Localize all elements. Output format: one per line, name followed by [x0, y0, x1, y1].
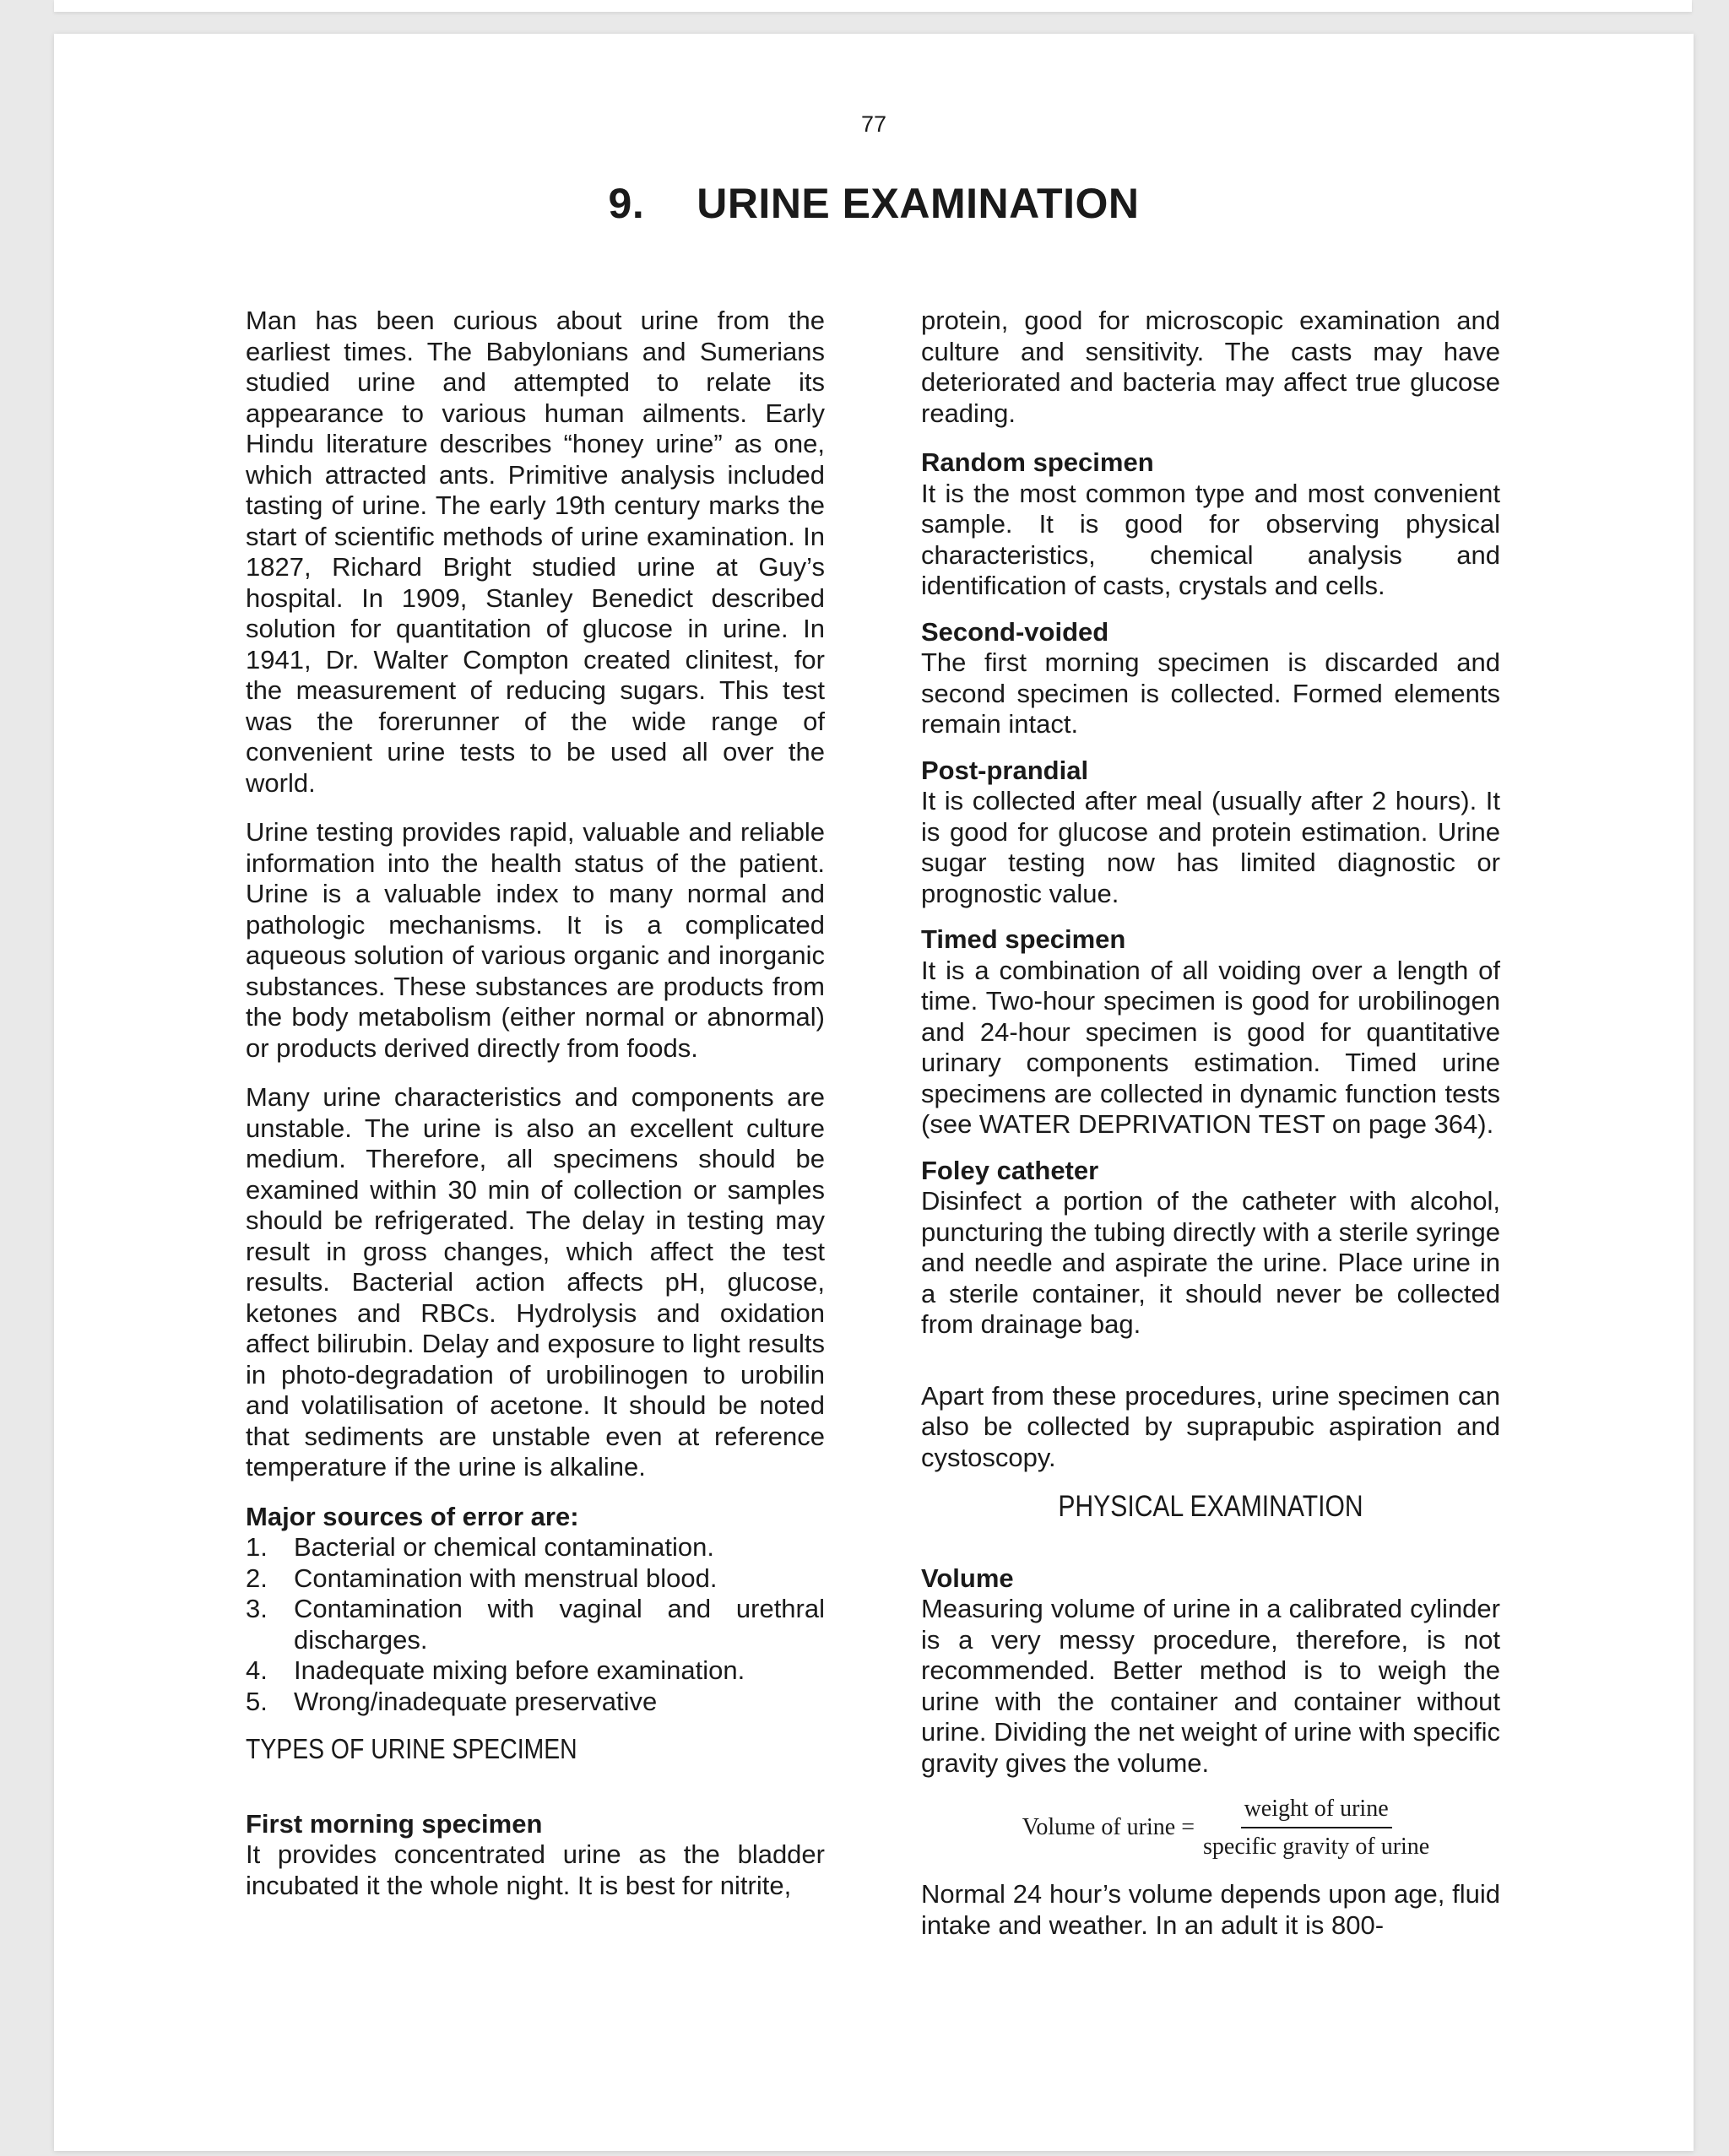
unstable-components-paragraph: Many urine characteristics and components are unstable. The urine is also an excellent culture medium. Therefore, all specimens should be examined within 30 min of collection or samples should be refrigerated. The delay in testing may result in gross changes, which affect the test results. Bacterial action affects pH, glucose, ketones and RBCs. Hydrolysis and oxidation affect bilirubin. Delay and exposure to light results in photo-degradation of urobilinogen to urobilin and volatilisation of acetone. It should be noted that sediments are unstable even at reference temperature if the urine is alkaline.: [246, 1082, 825, 1482]
first-morning-continued: protein, good for microscopic examination and culture and sensitivity. The casts may have deteriorated and bacteria may affect true glucose reading.: [921, 306, 1500, 428]
apart-paragraph: Apart from these procedures, urine specimen can also be collected by suprapubic aspiration and cystoscopy.: [921, 1380, 1500, 1472]
second-voided-block: [921, 617, 1500, 740]
list-item: 1. Bacterial or chemical contamination.: [246, 1532, 714, 1562]
left-column: [246, 306, 825, 1916]
formula-denominator: specific gravity of urine: [1203, 1833, 1430, 1860]
foley-heading: Foley catheter: [921, 1155, 1099, 1185]
errors-list: [246, 1532, 825, 1717]
post-prandial-heading: Post-prandial: [921, 755, 1089, 785]
timed-block: [921, 924, 1500, 1140]
page-number: 77: [860, 111, 887, 137]
formula-numerator: weight of urine: [1241, 1794, 1392, 1828]
list-item: 5. Wrong/inadequate preservative: [246, 1686, 658, 1716]
timed-heading: Timed specimen: [921, 924, 1126, 954]
chapter-title: [54, 179, 1694, 228]
volume-formula: [921, 1794, 1500, 1862]
first-morning-heading: First morning specimen: [246, 1808, 543, 1839]
volume-block: [921, 1563, 1500, 1780]
formula-fraction: [1200, 1794, 1433, 1862]
chapter-number: 9.: [608, 180, 645, 227]
list-item: 2. Contamination with menstrual blood.: [246, 1563, 718, 1593]
physical-section-heading: PHYSICAL EXAMINATION: [1058, 1490, 1363, 1523]
normal-volume-text: Normal 24 hour’s volume depends upon age, fluid intake and weather. In an adult it is 800-: [921, 1879, 1500, 1940]
chapter-title-text: URINE EXAMINATION: [696, 180, 1140, 227]
second-voided-text: The first morning specimen is discarded and second specimen is collected. Formed elements remain intact.: [921, 647, 1500, 739]
formula-lhs: Volume of urine =: [1022, 1814, 1195, 1841]
random-text: It is the most common type and most convenient sample. It is good for observing physical characteristics, chemical analysis and identification of casts, crystals and cells.: [921, 478, 1500, 600]
document-page: [54, 34, 1694, 2151]
urine-testing-paragraph: Urine testing provides rapid, valuable and reliable information into the health status of the patient. Urine is a valuable index to many normal and pathologic mechanisms. It is a complicated aqueous solution of various organic and inorganic substances. These substances are products from the body metabolism (either normal or abnormal) or products derived directly from foods.: [246, 817, 825, 1063]
post-prandial-text: It is collected after meal (usually after 2 hours). It is good for glucose and protein estimation. Urine sugar testing now has limited diagnostic or prognostic value.: [921, 786, 1500, 908]
second-voided-heading: Second-voided: [921, 616, 1109, 647]
volume-text: Measuring volume of urine in a calibrated cylinder is a very messy procedure, therefore, is not recommended. Better method is to weigh the urine with the container and container without urine. Dividing the net weight of urine with specific gravity gives the volume.: [921, 1594, 1500, 1778]
list-item: 4. Inadequate mixing before examination.: [246, 1655, 745, 1685]
random-block: [921, 447, 1500, 602]
types-section-heading: TYPES OF URINE SPECIMEN: [246, 1733, 577, 1764]
right-column: [921, 306, 1500, 1959]
intro-paragraph: Man has been curious about urine from the earliest times. The Babylonians and Sumerians studied urine and attempted to relate its appearance to various human ailments. Early Hindu literature describes “honey urine” as one, which attracted ants. Primitive analysis included tasting of urine. The early 19th century marks the start of scientific methods of urine examination. In 1827, Richard Bright studied urine at Guy’s hospital. In 1909, Stanley Benedict described solution for quantitation of glucose in urine. In 1941, Dr. Walter Compton created clinitest, for the measurement of reducing sugars. This test was the forerunner of the wide range of convenient urine tests to be used all over the world.: [246, 306, 825, 798]
post-prandial-block: [921, 756, 1500, 910]
foley-text: Disinfect a portion of the catheter with alcohol, puncturing the tubing directly with a sterile syringe and needle and aspirate the urine. Place urine in a sterile container, it should never be collected from drainage bag.: [921, 1186, 1500, 1339]
list-item: 3. Contamination with vaginal and urethral discharges.: [246, 1594, 825, 1655]
random-heading: Random specimen: [921, 447, 1154, 477]
first-morning-text: It provides concentrated urine as the bladder incubated it the whole night. It is best for nitrite,: [246, 1839, 825, 1900]
volume-heading: Volume: [921, 1563, 1014, 1593]
foley-block: [921, 1156, 1500, 1341]
errors-heading: Major sources of error are:: [246, 1501, 579, 1531]
timed-text: It is a combination of all voiding over a length of time. Two-hour specimen is good for urobilinogen and 24-hour specimen is good for quantitative urinary components estimation. Timed urine specimens are collected in dynamic function tests (see WATER DEPRIVATION TEST on page 364).: [921, 955, 1500, 1139]
first-morning-block: [246, 1809, 825, 1902]
previous-page-edge: [54, 0, 1692, 12]
